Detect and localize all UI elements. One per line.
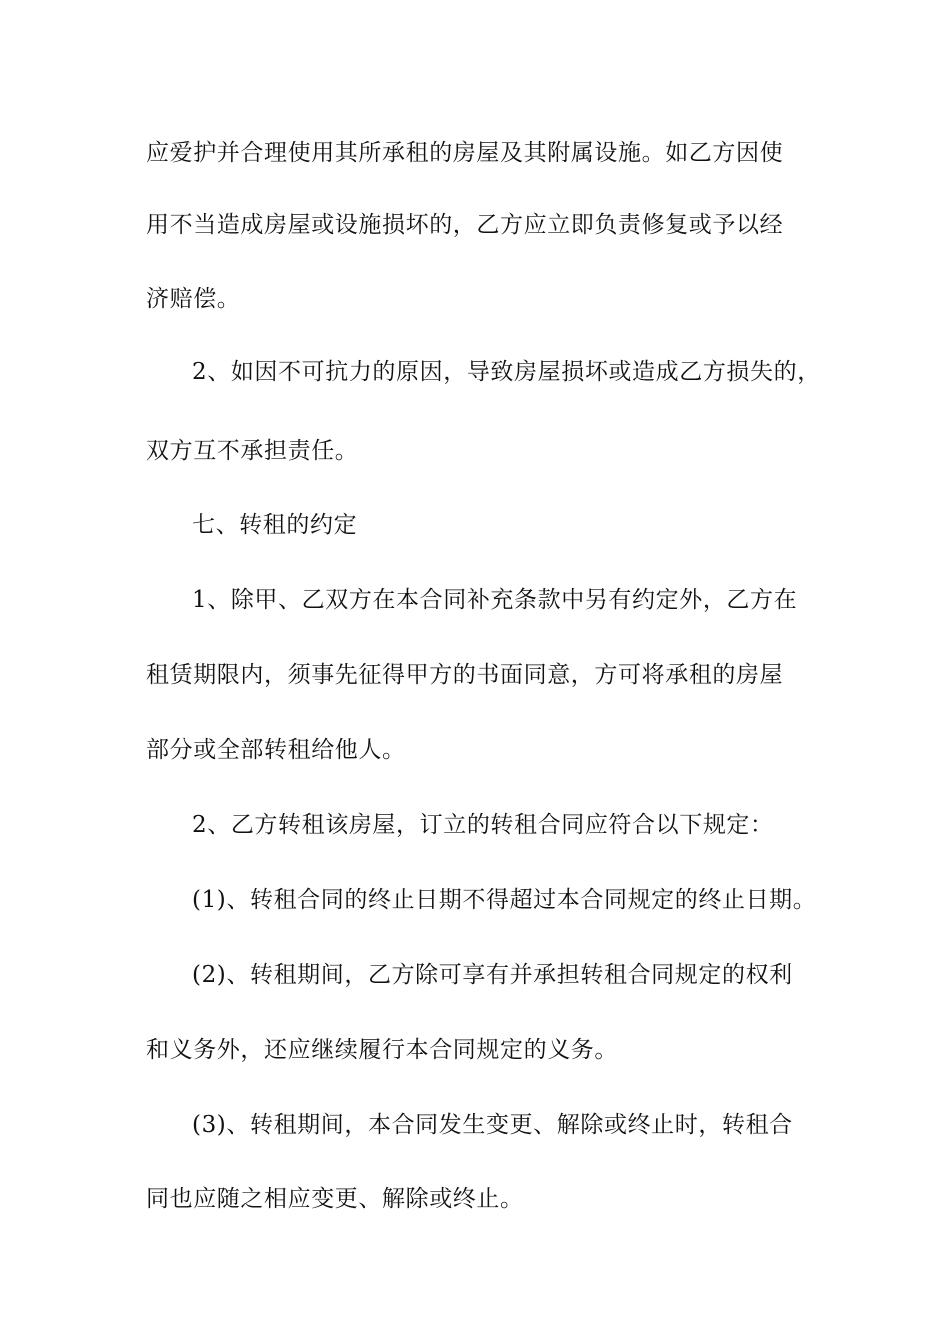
paragraph-line: 同也应随之相应变更、解除或终止。 xyxy=(146,1186,524,1212)
clause-2-force-majeure: 2、如因不可抗力的原因，导致房屋损坏或造成乙方损失的， xyxy=(192,359,821,385)
paragraph-line: 用不当造成房屋或设施损坏的，乙方应立即负责修复或予以经 xyxy=(146,212,784,238)
paragraph-line: 和义务外，还应继续履行本合同规定的义务。 xyxy=(146,1037,618,1063)
subclause-1: (1)、转租合同的终止日期不得超过本合同规定的终止日期。 xyxy=(192,887,817,913)
clause-2-sublease-rules: 2、乙方转租该房屋，订立的转租合同应符合以下规定： xyxy=(192,812,774,838)
clause-1-sublease-consent: 1、除甲、乙双方在本合同补充条款中另有约定外，乙方在 xyxy=(192,587,798,613)
paragraph-line: 租赁期限内，须事先征得甲方的书面同意，方可将承租的房屋 xyxy=(146,662,784,688)
subclause-3: (3)、转租期间，本合同发生变更、解除或终止时，转租合 xyxy=(192,1112,793,1138)
paragraph-line: 部分或全部转租给他人。 xyxy=(146,737,406,763)
paragraph-line: 应爱护并合理使用其所承租的房屋及其附属设施。如乙方因使 xyxy=(146,140,784,166)
section-heading-sublease: 七、转租的约定 xyxy=(192,512,358,538)
subclause-2: (2)、转租期间，乙方除可享有并承担转租合同规定的权利 xyxy=(192,962,793,988)
paragraph-line: 济赔偿。 xyxy=(146,286,241,312)
paragraph-line: 双方互不承担责任。 xyxy=(146,438,359,464)
